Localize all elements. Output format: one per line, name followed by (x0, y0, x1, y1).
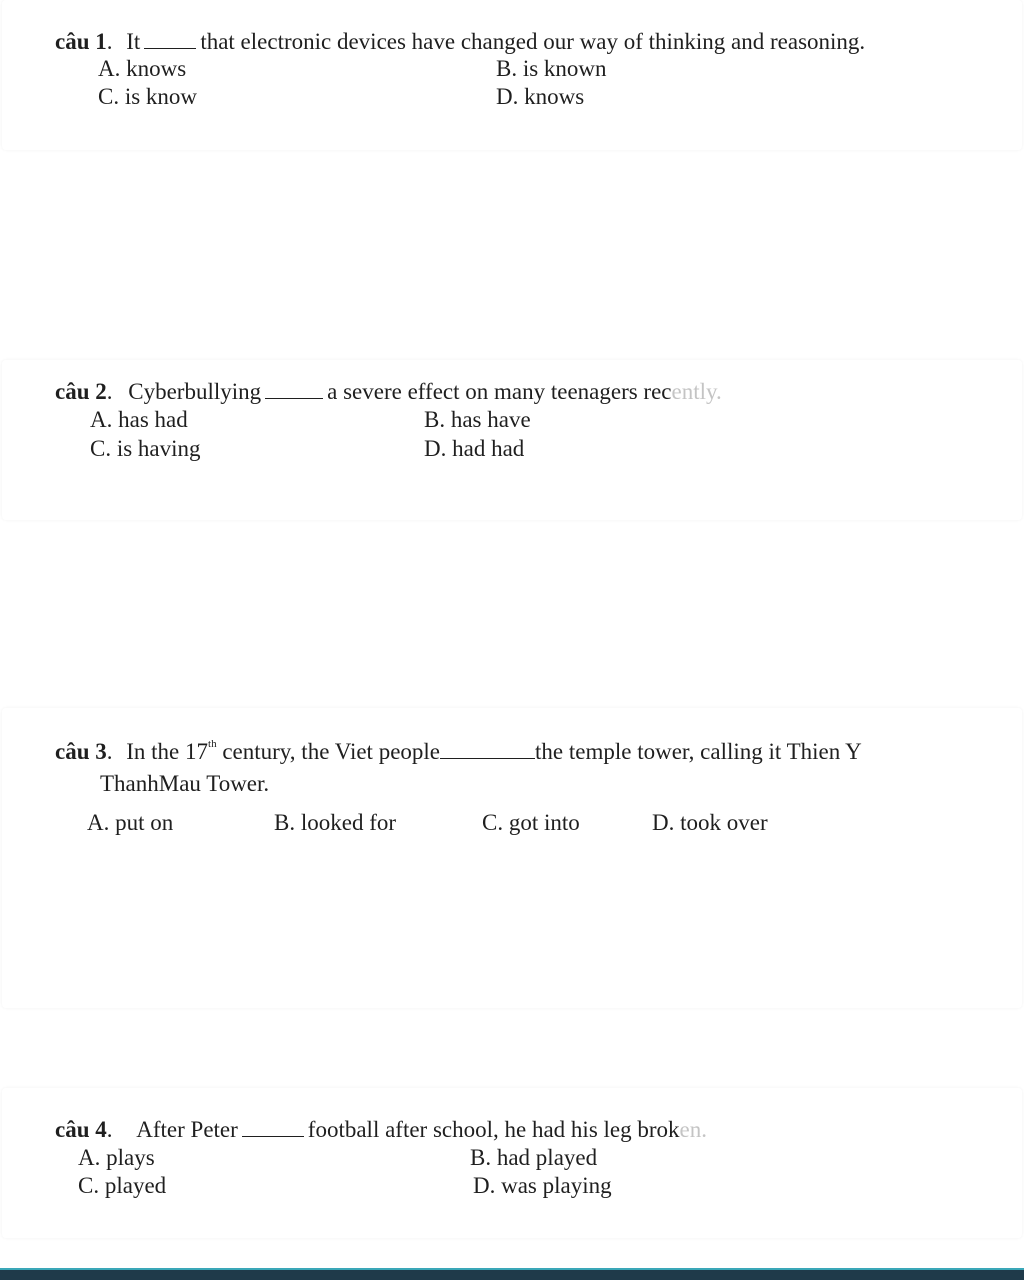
answer-blank (144, 30, 196, 49)
answer-blank (265, 380, 323, 399)
question-4-stem: câu 4. After Peter football after school, he had his leg broken. (55, 1117, 707, 1142)
bottom-bar (0, 1268, 1024, 1280)
question-2-number: câu 2 (55, 379, 107, 404)
question-2-option-d[interactable]: D. had had (424, 436, 525, 461)
question-3-option-d[interactable]: D. took over (652, 810, 768, 835)
question-3-number: câu 3 (55, 739, 107, 764)
question-1-option-a[interactable]: A. knows (98, 56, 187, 81)
question-2-stem: câu 2. Cyberbullying a severe effect on many teenagers recently. (55, 379, 722, 404)
question-2-option-b[interactable]: B. has have (424, 407, 531, 432)
question-1-option-d[interactable]: D. knows (496, 84, 585, 109)
question-3-option-c[interactable]: C. got into (482, 810, 580, 835)
question-3-option-a[interactable]: A. put on (87, 810, 174, 835)
question-4-option-c[interactable]: C. played (78, 1173, 167, 1198)
question-4-option-a[interactable]: A. plays (78, 1145, 155, 1170)
question-1-option-b[interactable]: B. is known (496, 56, 607, 81)
question-3-stem: câu 3. In the 17th century, the Viet people the temple tower, calling it Thien Y (55, 738, 862, 764)
question-3-option-b[interactable]: B. looked for (274, 810, 397, 835)
question-4-number: câu 4 (55, 1117, 107, 1142)
question-1-option-c[interactable]: C. is know (98, 84, 198, 109)
answer-blank (242, 1118, 304, 1137)
question-4-option-d[interactable]: D. was playing (473, 1173, 612, 1198)
question-2-option-a[interactable]: A. has had (90, 407, 188, 432)
question-2-option-c[interactable]: C. is having (90, 436, 201, 461)
question-1-number: câu 1 (55, 29, 107, 54)
question-3-stem-line2: ThanhMau Tower. (100, 771, 270, 796)
question-4-option-b[interactable]: B. had played (470, 1145, 598, 1170)
question-1-stem: câu 1. It that electronic devices have changed our way of thinking and reasoning. (55, 29, 866, 54)
answer-blank (440, 740, 535, 759)
